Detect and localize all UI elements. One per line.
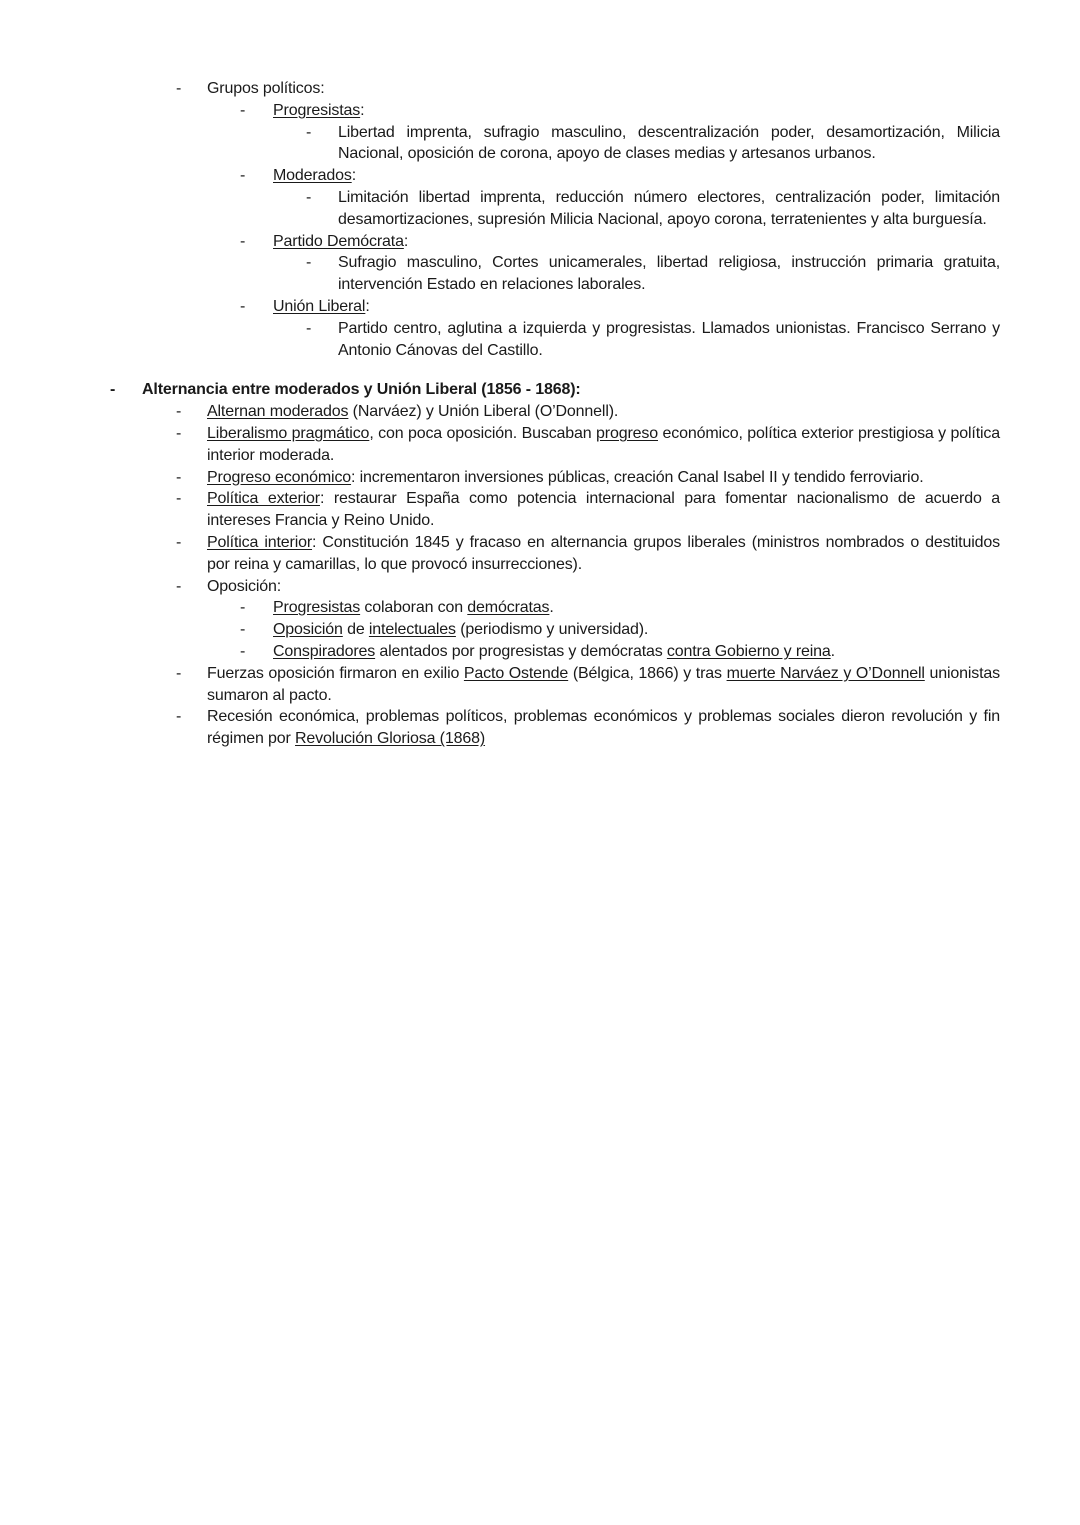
item-text — [207, 706, 1000, 750]
item-text — [273, 597, 1000, 619]
text-run: . — [549, 599, 554, 617]
underlined-term: muerte Narváez y O’Donnell — [726, 664, 925, 682]
underlined-term: Liberalismo pragmático — [207, 424, 370, 442]
text-run: de — [342, 621, 369, 639]
bullet-dash: - — [306, 254, 312, 272]
underlined-term: Partido Demócrata — [273, 232, 404, 250]
item-text: Sufragio masculino, Cortes unicamerales, libertad religiosa, instrucción primaria gratuita, intervención Estado en relaciones laborales. — [338, 254, 1000, 294]
bullet-dash: - — [240, 599, 246, 617]
list-item-grupos-politicos — [0, 78, 1080, 100]
underlined-term: Moderados — [273, 167, 352, 185]
text-run: (periodismo y universidad). — [455, 621, 649, 639]
list-item-politica-exterior — [0, 488, 1080, 532]
underlined-term: Unión Liberal — [273, 297, 366, 315]
item-text — [273, 165, 1000, 187]
heading-text: Alternancia entre moderados y Unión Liberal (1856 - 1868): — [142, 381, 581, 399]
text-run: alentados por progresistas y demócratas — [375, 642, 667, 660]
item-text — [273, 296, 1000, 318]
underlined-term: Pacto Ostende — [463, 664, 569, 682]
item-text: Oposición: — [207, 577, 282, 595]
bullet-dash: - — [176, 468, 182, 486]
item-text — [207, 467, 1000, 489]
list-item-union-liberal — [0, 296, 1080, 318]
list-item-progresistas — [0, 100, 1080, 122]
section-heading-alternancia — [0, 379, 1080, 401]
colon: : — [403, 232, 409, 250]
text-run: unionistas sumaron al pacto. — [207, 664, 1001, 704]
item-text — [273, 231, 1000, 253]
item-text — [207, 401, 1000, 423]
underlined-term: Progresistas — [273, 599, 361, 617]
list-item-conspiradores — [0, 641, 1080, 663]
underlined-term: demócratas — [467, 599, 550, 617]
list-item-oposicion — [0, 576, 1080, 598]
bullet-dash: - — [176, 403, 182, 421]
text-run: , con poca oposición. Buscaban — [369, 424, 597, 442]
item-text — [273, 100, 1000, 122]
underlined-term: Revolución Gloriosa (1868) — [295, 730, 486, 748]
list-item-progreso-economico — [0, 467, 1080, 489]
bullet-dash: - — [240, 167, 246, 185]
list-item-oposicion-intelectuales — [0, 619, 1080, 641]
colon: : — [365, 297, 370, 315]
bullet-dash: - — [240, 232, 246, 250]
bullet-dash: - — [306, 319, 312, 337]
item-text: Limitación libertad imprenta, reducción número electores, centralización poder, limitación desamortizaciones, supresión Milicia Nacional, apoyo corona, terratenientes y alta burguesía. — [338, 188, 1000, 228]
list-item-moderados-detail — [0, 187, 1080, 231]
bullet-dash: - — [240, 621, 246, 639]
underlined-term: Progresistas — [273, 101, 361, 119]
item-text — [207, 423, 1000, 467]
list-item-union-liberal-detail — [0, 318, 1080, 362]
list-item-pacto-ostende — [0, 663, 1080, 707]
underlined-term: Política interior — [207, 533, 313, 551]
underlined-term: progreso — [596, 424, 658, 442]
item-text — [207, 532, 1000, 576]
bullet-dash: - — [110, 381, 116, 399]
underlined-term: Progreso económico — [207, 468, 352, 486]
bullet-dash: - — [240, 297, 246, 315]
item-text — [207, 488, 1000, 532]
colon: : — [360, 101, 365, 119]
list-item-moderados — [0, 165, 1080, 187]
colon: : — [351, 167, 356, 185]
text-run: : incrementaron inversiones públicas, creación Canal Isabel II y tendido ferroviario. — [351, 468, 924, 486]
text-run: colaboran con — [360, 599, 468, 617]
list-item-alternan — [0, 401, 1080, 423]
text-run: : restaurar España como potencia internacional para fomentar nacionalismo de acuerdo a intereses Francia y Reino Unido. — [207, 490, 1001, 530]
underlined-term: Alternan moderados — [207, 403, 349, 421]
text-run: Recesión económica, problemas políticos, problemas económicos y problemas sociales dieron revolución y fin régimen por — [207, 708, 1000, 748]
text-run: económico, política exterior prestigiosa y política interior moderada. — [207, 424, 1001, 464]
text-run: Fuerzas oposición firmaron en exilio — [207, 664, 464, 682]
bullet-dash: - — [176, 490, 182, 508]
underlined-term: Oposición — [273, 621, 343, 639]
bullet-dash: - — [176, 533, 182, 551]
bullet-dash: - — [176, 80, 182, 97]
list-item-revolucion-gloriosa — [0, 706, 1080, 750]
bullet-dash: - — [306, 188, 312, 206]
text-run: . — [830, 642, 835, 660]
bullet-dash: - — [176, 577, 182, 595]
list-item-partido-democrata-detail — [0, 252, 1080, 296]
underlined-term: intelectuales — [368, 621, 456, 639]
list-item-liberalismo-pragmatico — [0, 423, 1080, 467]
underlined-term: Conspiradores — [273, 642, 376, 660]
list-item-politica-interior — [0, 532, 1080, 576]
list-item-progresistas-detail — [0, 122, 1080, 166]
document-page — [0, 78, 1080, 750]
bullet-dash: - — [240, 642, 246, 660]
bullet-dash: - — [176, 708, 182, 726]
item-text — [273, 619, 1000, 641]
item-text — [207, 663, 1000, 707]
text-run: : Constitución 1845 y fracaso en alternancia grupos liberales (ministros nombrados o destituidos por reina y camarillas, lo que provocó insurrecciones). — [207, 533, 1000, 573]
bullet-dash: - — [176, 664, 182, 682]
bullet-dash: - — [240, 101, 246, 119]
text-run: (Narváez) y Unión Liberal (O’Donnell). — [348, 403, 619, 421]
list-item-progresistas-colaboran — [0, 597, 1080, 619]
item-text: Grupos políticos: — [207, 80, 325, 97]
item-text: Partido centro, aglutina a izquierda y progresistas. Llamados unionistas. Francisco Serrano y Antonio Cánovas del Castillo. — [338, 319, 1000, 359]
underlined-term: Política exterior — [207, 490, 320, 508]
item-text: Libertad imprenta, sufragio masculino, descentralización poder, desamortización, Milicia Nacional, oposición de corona, apoyo de clases medias y artesanos urbanos. — [338, 123, 1000, 163]
bullet-dash: - — [306, 123, 312, 141]
text-run: (Bélgica, 1866) y tras — [568, 664, 727, 682]
bullet-dash: - — [176, 424, 182, 442]
item-text — [273, 641, 1000, 663]
section-gap — [0, 361, 1080, 379]
underlined-term: contra Gobierno y reina — [666, 642, 831, 660]
list-item-partido-democrata — [0, 231, 1080, 253]
